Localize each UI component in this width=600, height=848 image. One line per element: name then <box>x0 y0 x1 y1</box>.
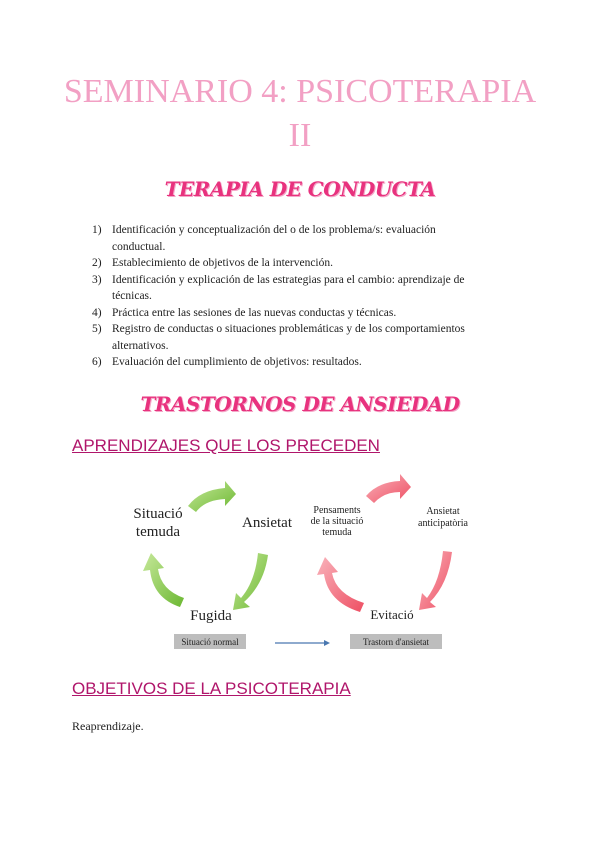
list-number: 3) <box>92 273 102 286</box>
node-situacio-temuda-1: Situació <box>133 506 183 522</box>
list-text-cont: alternativos. <box>112 339 169 352</box>
node-pensaments-3: temuda <box>322 527 352 538</box>
pink-cycle <box>317 474 452 612</box>
pink-arrow-top <box>366 474 411 503</box>
list-text: Establecimiento de objetivos de la intervención. <box>112 257 333 269</box>
list-text-cont: técnicas. <box>112 290 152 302</box>
caption-trastorn-ansietat: Trastorn d'ansietat <box>362 637 430 647</box>
list-text: Identificación y explicación de las estrategias para el cambio: aprendizaje de <box>112 273 465 286</box>
page-title-line1: SEMINARIO 4: PSICOTERAPIA <box>63 73 537 110</box>
green-arrow-top <box>188 481 236 512</box>
node-fugida: Fugida <box>190 608 232 624</box>
list-number: 4) <box>92 306 102 319</box>
subheading-aprendizajes: APRENDIZAJES QUE LOS PRECEDEN <box>72 436 380 455</box>
list-text: Práctica entre las sesiones de las nuevas conductas y técnicas. <box>112 306 397 319</box>
green-arrow-right <box>233 553 268 610</box>
page-title-line2: II <box>288 117 312 154</box>
node-situacio-temuda-2: temuda <box>135 524 181 540</box>
node-evitacio: Evitació <box>370 607 414 622</box>
node-ansietat-anticipatoria-1: Ansietat <box>426 506 460 517</box>
caption-situacio-normal: Situació normal <box>181 637 239 647</box>
caption-arrow-head <box>324 640 330 646</box>
list-number: 2) <box>92 257 102 269</box>
list-number: 6) <box>92 356 102 368</box>
heading-terapia-de-conducta: TERAPIA DE CONDUCTA <box>164 177 436 201</box>
list-number: 1) <box>92 224 102 236</box>
objetivos-text: Reaprendizaje. <box>72 719 144 733</box>
list-text: Identificación y conceptualización del o de los problema/s: evaluación <box>112 224 436 236</box>
green-cycle <box>143 481 268 610</box>
list-text: Evaluación del cumplimiento de objetivos: resultados. <box>112 356 362 368</box>
pink-arrow-right <box>419 551 452 610</box>
subheading-objetivos: OBJETIVOS DE LA PSICOTERAPIA <box>72 679 351 698</box>
pink-arrow-left <box>317 557 364 612</box>
list-number: 5) <box>92 323 102 335</box>
node-ansietat: Ansietat <box>242 515 292 531</box>
heading-trastornos-de-ansiedad: TRASTORNOS DE ANSIEDAD <box>140 392 460 416</box>
node-pensaments-1: Pensaments <box>313 505 361 516</box>
green-arrow-left <box>143 553 184 607</box>
list-text: Registro de conductas o situaciones problemáticas y de los comportamientos <box>112 323 465 335</box>
node-pensaments-2: de la situació <box>310 516 364 527</box>
node-ansietat-anticipatoria-2: anticipatòria <box>418 518 468 529</box>
list-text-cont: conductual. <box>112 240 166 253</box>
